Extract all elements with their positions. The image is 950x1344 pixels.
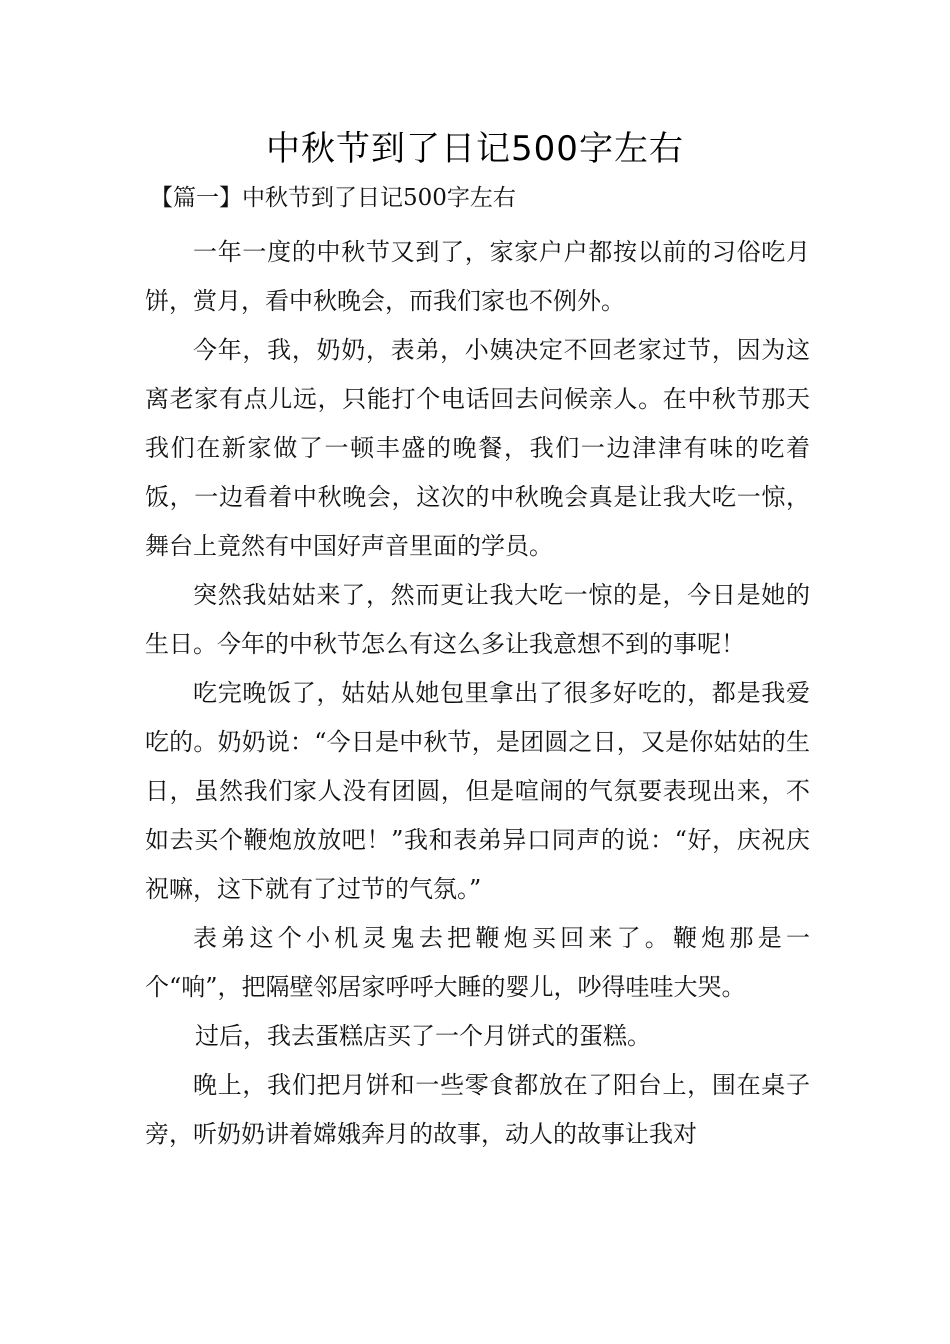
document-title: 中秋节到了日记500字左右 (266, 129, 684, 169)
paragraph: 表弟这个小机灵鬼去把鞭炮买回来了。鞭炮那是一个“响”，把隔壁邻居家呼呼大睡的婴儿，吵得哇哇大哭。 (145, 924, 810, 1001)
section-heading: 【篇一】中秋节到了日记500字左右 (150, 185, 516, 211)
paragraph: 今年，我，奶奶，表弟，小姨决定不回老家过节，因为这离老家有点儿远，只能打个电话回去问候亲人。在中秋节那天我们在新家做了一顿丰盛的晚餐，我们一边津津有味的吃着饭，一边看着中秋晚会，这次的中秋晚会真是让我大吃一惊，舞台上竟然有中国好声音里面的学员。 (145, 336, 810, 560)
paragraph: 晚上，我们把月饼和一些零食都放在了阳台上，围在桌子旁，听奶奶讲着嫦娥奔月的故事，动人的故事让我对 (145, 1071, 810, 1148)
document-body (145, 228, 810, 1159)
paragraph: 过后，我去蛋糕店买了一个月饼式的蛋糕。 (195, 1022, 651, 1050)
paragraph: 吃完晚饭了，姑姑从她包里拿出了很多好吃的，都是我爱吃的。奶奶说：“今日是中秋节，是团圆之日，又是你姑姑的生日，虽然我们家人没有团圆，但是喧闹的气氛要表现出来，不如去买个鞭炮放放吧！”我和表弟异口同声的说：“好，庆祝庆祝嘛，这下就有了过节的气氛。” (145, 679, 810, 903)
paragraph: 突然我姑姑来了，然而更让我大吃一惊的是，今日是她的生日。今年的中秋节怎么有这么多让我意想不到的事呢！ (145, 581, 810, 658)
paragraph: 一年一度的中秋节又到了，家家户户都按以前的习俗吃月饼，赏月，看中秋晚会，而我们家也不例外。 (145, 238, 810, 315)
